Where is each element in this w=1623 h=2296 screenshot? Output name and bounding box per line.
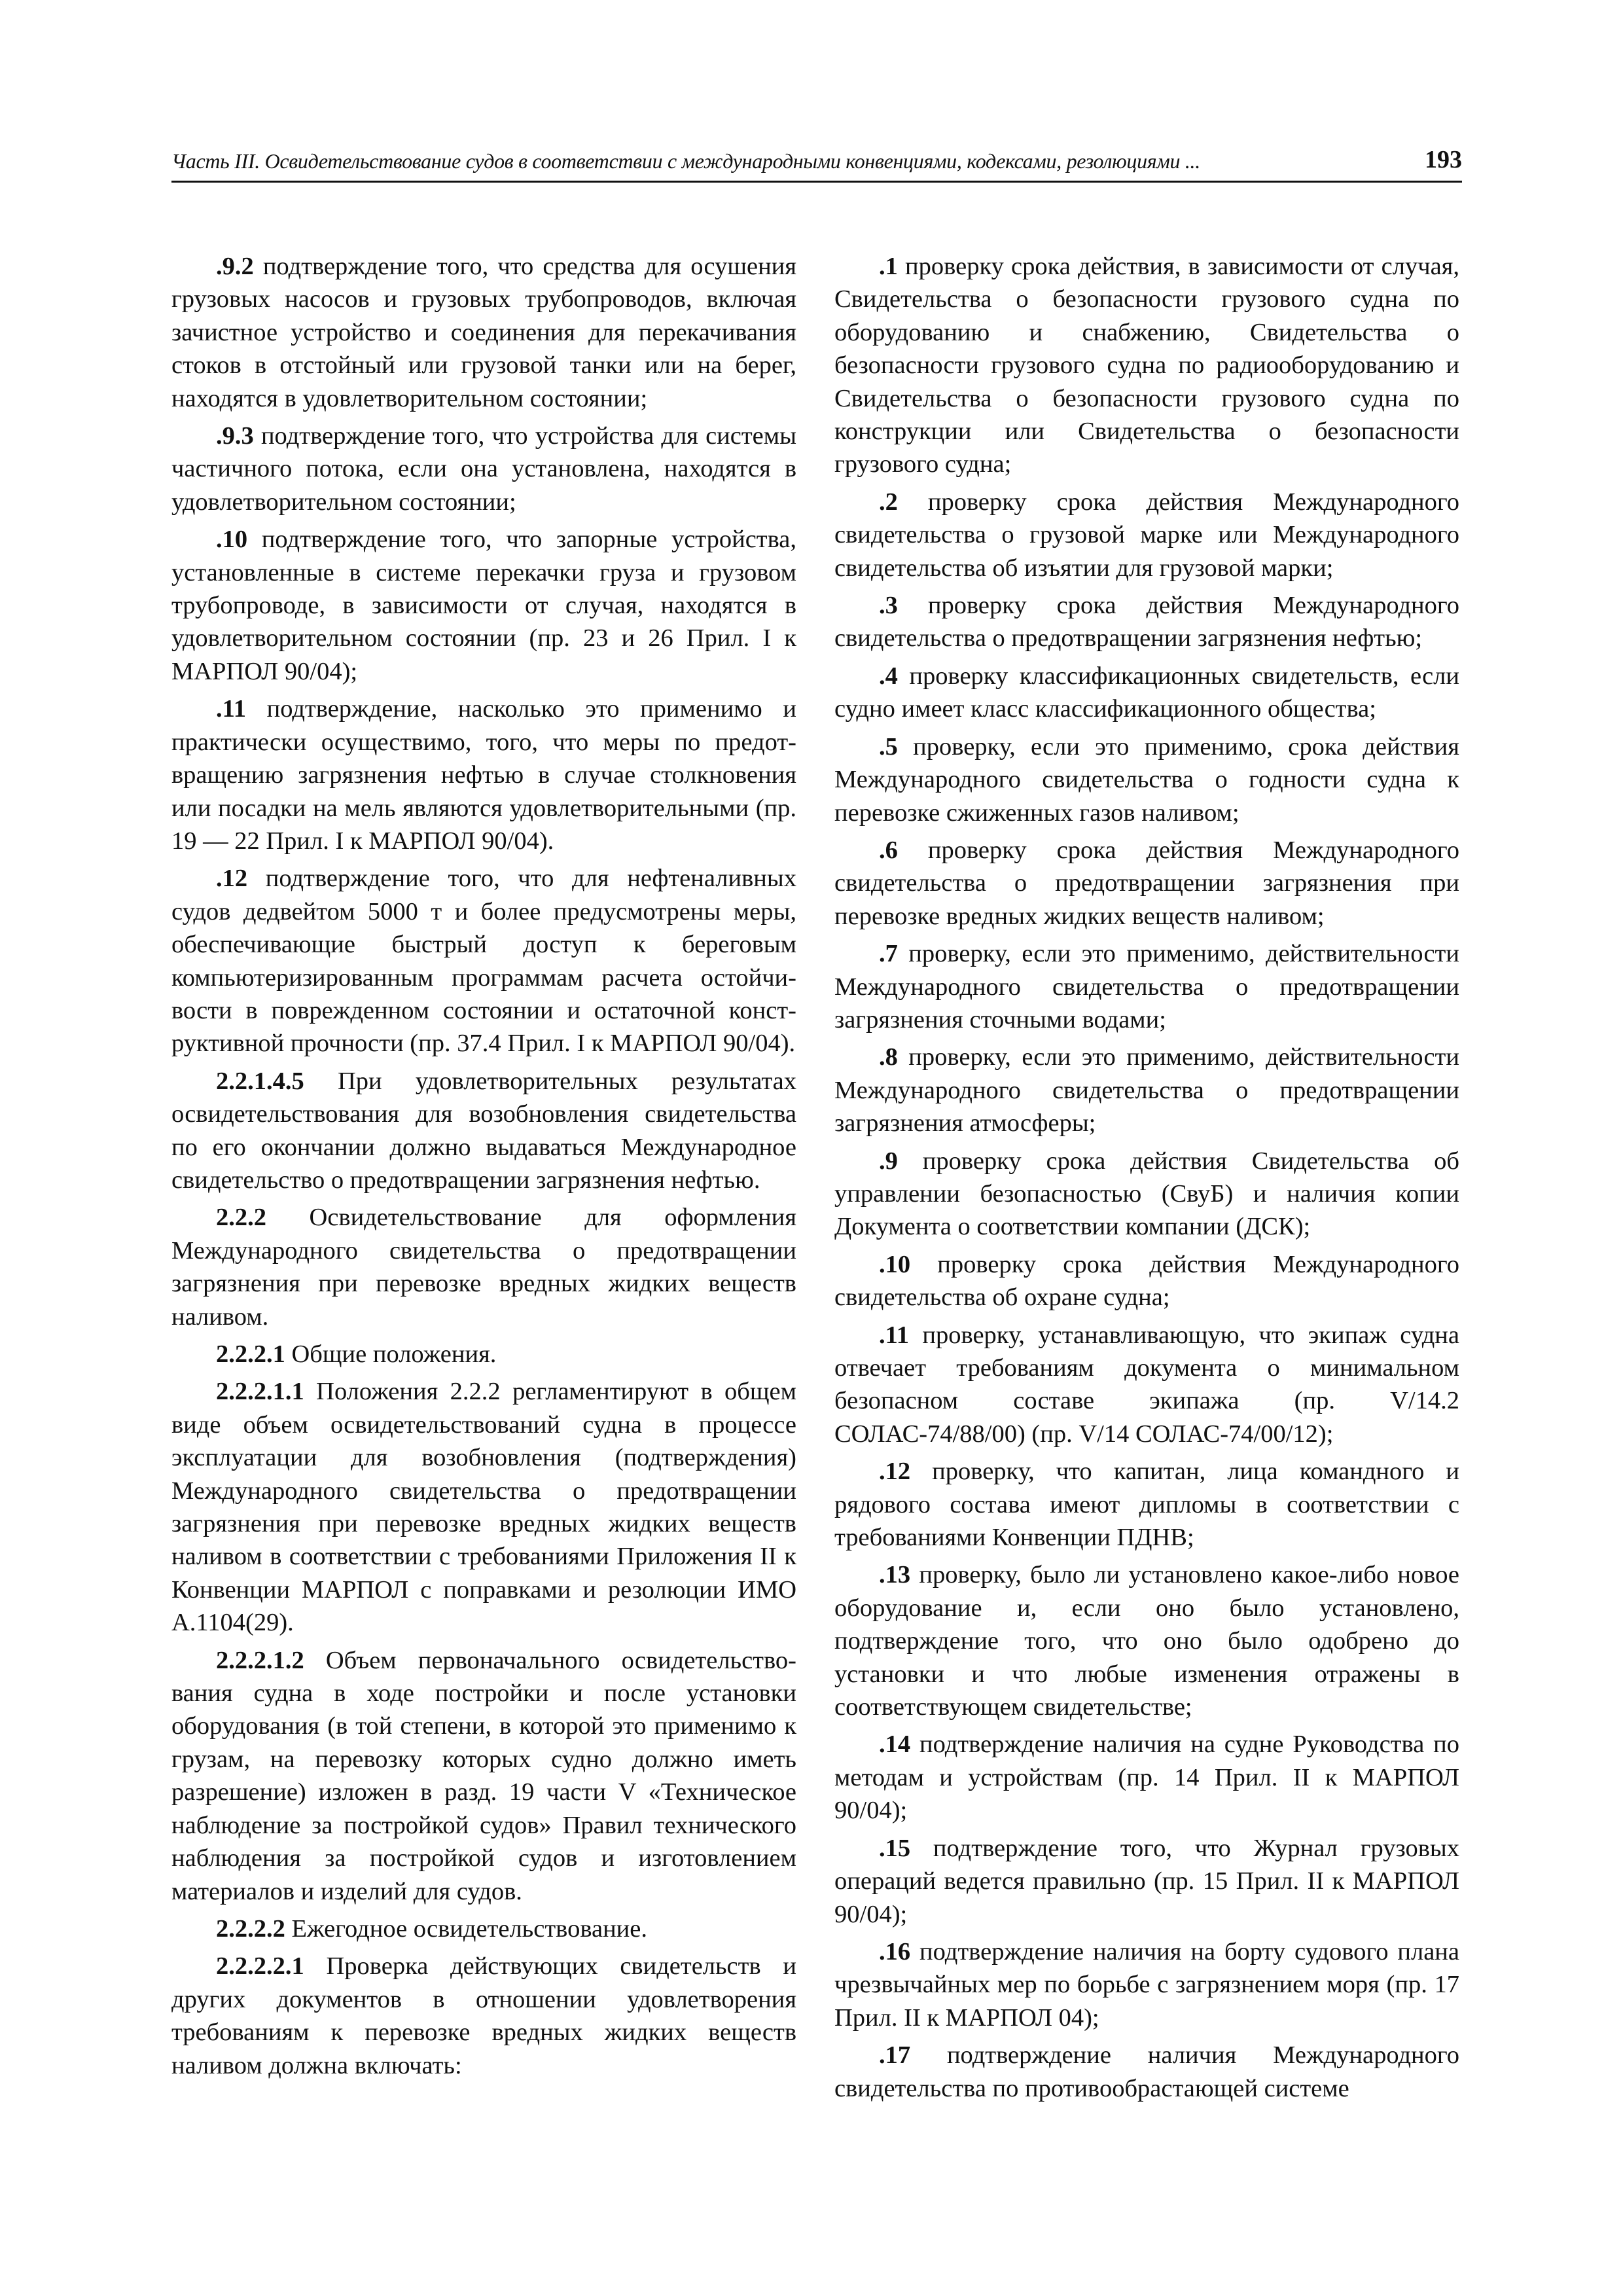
paragraph-number: 2.2.1.4.5: [216, 1067, 304, 1095]
item-number: .17: [879, 2041, 911, 2070]
paragraph: [171, 1338, 796, 1371]
paragraph-number: .11: [216, 695, 247, 723]
paragraph-text: Ежегодное освидетельствование.: [285, 1914, 647, 1943]
paragraph-number: .9.2: [216, 253, 254, 280]
list-item: [834, 937, 1459, 1036]
item-number: .4: [879, 662, 898, 690]
item-text: проверку срока действия Свидетельства об управлении безопасностью (СвуБ) и наличия копии Документа о соответствии компании (ДСК);: [834, 1147, 1459, 1241]
paragraph-text: Общие положения.: [285, 1340, 497, 1368]
item-number: .15: [879, 1834, 911, 1862]
item-text: подтверждение наличия на судне Руководства по методам и устройствам (пр. 14 Прил. II к МАРПОЛ 90/04);: [834, 1731, 1459, 1825]
list-item: [834, 834, 1459, 933]
paragraph-number: .9.3: [216, 422, 254, 450]
list-item: [834, 1041, 1459, 1139]
paragraph-text: При удовлетворительных результатах освидетельствования для возобновления свидетельства по его окончании должно выдаваться Международное свидетельство о предотвращении загрязнения нефтью.: [171, 1067, 796, 1194]
paragraph-number: 2.2.2.2: [216, 1914, 285, 1943]
running-header-title: Часть III. Освидетельствование судов в соответствии с международными конвенциями, кодексами, резолюциями ...: [171, 149, 1200, 173]
paragraph-text: Освидетельствование для оформления Международного свидетельства о предотвращении загрязнения при перевозке вредных жидких веществ наливом.: [171, 1204, 796, 1331]
list-item: [834, 1558, 1459, 1723]
page-header: [171, 144, 1462, 183]
item-text: подтверждение наличия на борту судового плана чрезвычайных мер по борьбе с загрязнением моря (пр. 17 Прил. II к МАРПОЛ 04);: [834, 1937, 1459, 2032]
item-number: .10: [879, 1250, 911, 1278]
list-item: [834, 660, 1459, 726]
item-text: проверку, если это применимо, действительности Международного свидетельства о предотвращении загрязнения сточными водами;: [834, 940, 1459, 1033]
item-number: .6: [879, 836, 898, 864]
list-item: [834, 1728, 1459, 1827]
item-number: .9: [879, 1147, 898, 1175]
paragraph-text: подтверждение, насколько это применимо и практически осуществимо, того, что меры по предотвращению загрязнения нефтью в случае столкновения или посадки на мель являются удовлетворительными (пр. 19 — 22 Прил. I к МАРПОЛ 90/04).: [171, 695, 796, 855]
paragraph: [171, 1644, 796, 1908]
paragraph-number: 2.2.2.2.1: [216, 1952, 304, 1981]
item-number: .16: [879, 1937, 911, 1965]
paragraph-text: Положения 2.2.2 регламентируют в общем виде объем освидетельствований судна в процессе эксплуатации для возобновления (подтверждения) Международного свидетельства о предотвращении загрязнения при перевозке вредных жидких веществ наливом в соответствии с требованиями Приложения II к Конвенции МАРПОЛ с поправками и резолюции ИМО А.1104(29).: [171, 1378, 796, 1637]
paragraph-number: 2.2.2.1: [216, 1340, 285, 1368]
item-text: проверку срока действия, в зависимости от случая, Свидетельства о безопасности грузового судна по оборудованию и снабжению, Свидетельства о безопасности грузового судна по радиооборудованию и Свидетельства о безопасности грузового судна по конструкции или Свидетельства о безопасности грузового судна;: [834, 253, 1459, 478]
list-item: [834, 1145, 1459, 1244]
item-text: проверку срока действия Международного свидетельства о предотвращении загрязнения нефтью;: [834, 592, 1459, 653]
right-column: [834, 250, 1459, 2109]
list-item: [834, 1319, 1459, 1451]
paragraph-number: 2.2.2: [216, 1204, 266, 1232]
item-text: подтверждение того, что Журнал грузовых операций ведется правильно (пр. 15 Прил. II к МАРПОЛ 90/04);: [834, 1834, 1459, 1928]
item-text: подтверждение наличия Международного свидетельства по противообрастающей системе: [834, 2041, 1459, 2102]
paragraph: [171, 862, 796, 1060]
item-number: .1: [879, 253, 898, 280]
item-text: проверку срока действия Международного свидетельства об охране судна;: [834, 1250, 1459, 1312]
paragraph: [171, 692, 796, 857]
header-rule: [171, 181, 1462, 183]
item-number: .5: [879, 732, 898, 761]
paragraph: [171, 1065, 796, 1197]
list-item: [834, 589, 1459, 655]
list-item: [834, 486, 1459, 584]
item-number: .7: [879, 940, 898, 968]
list-item: [834, 1455, 1459, 1554]
item-number: .13: [879, 1561, 911, 1589]
paragraph: [171, 250, 796, 415]
item-text: проверку, устанавливающую, что экипаж судна отвечает требованиям документа о минимальном безопасном составе экипажа (пр. V/14.2 СОЛАС-74/88/00) (пр. V/14 СОЛАС-74/00/12);: [834, 1321, 1459, 1448]
paragraph: [171, 1375, 796, 1639]
left-column: [171, 250, 796, 2087]
item-number: .12: [879, 1458, 911, 1486]
paragraph-text: подтверждение того, что для нефтеналивных судов дедвейтом 5000 т и более предусмотрены меры, обеспечивающие быстрый доступ к береговым компьютеризированным программам расчета остойчивости в поврежденном состоянии и остаточной конструктивной прочности (пр. 37.4 Прил. I к МАРПОЛ 90/04).: [171, 865, 796, 1058]
paragraph-number: .12: [216, 865, 248, 893]
paragraph-text: подтверждение того, что запорные устройства, установленные в системе перекачки груза и грузовом трубопроводе, в зависимости от случая, находятся в удовлетворительном состоянии (пр. 23 и 26 Прил. I к МАРПОЛ 90/04);: [171, 526, 796, 685]
list-item: [834, 1935, 1459, 2034]
paragraph: [171, 420, 796, 518]
item-text: проверку, что капитан, лица командного и рядового состава имеют дипломы в соответствии с требованиями Конвенции ПДНВ;: [834, 1458, 1459, 1552]
item-text: проверку классификационных свидетельств, если судно имеет класс классификационного общества;: [834, 662, 1459, 723]
paragraph: [171, 1912, 796, 1945]
item-number: .14: [879, 1731, 911, 1759]
list-item: [834, 1248, 1459, 1314]
paragraph: [171, 1201, 796, 1333]
paragraph: [171, 1950, 796, 2082]
list-item: [834, 250, 1459, 481]
item-text: проверку, если это применимо, действительности Международного свидетельства о предотвращении загрязнения атмосферы;: [834, 1043, 1459, 1138]
paragraph-number: 2.2.2.1.1: [216, 1378, 304, 1406]
item-text: проверку, если это применимо, срока действия Международного свидетельства о годности судна к перевозке сжиженных газов наливом;: [834, 732, 1459, 827]
paragraph: [171, 523, 796, 688]
list-item: [834, 1832, 1459, 1931]
paragraph-text: Проверка действующих свидетельств и других документов в отношении удовлетворения требованиям к перевозке вредных жидких веществ наливом должна включать:: [171, 1952, 796, 2079]
paragraph-text: подтверждение того, что устройства для системы частичного потока, если она установлена, находятся в удовлетворительном состоянии;: [171, 422, 796, 516]
paragraph-number: 2.2.2.1.2: [216, 1646, 304, 1674]
page-number: 193: [1425, 146, 1462, 173]
paragraph-number: .10: [216, 526, 248, 554]
item-number: .3: [879, 592, 898, 620]
item-number: .8: [879, 1043, 898, 1071]
item-text: проверку срока действия Международного свидетельства о предотвращении загрязнения при перевозке вредных жидких веществ наливом;: [834, 836, 1459, 930]
item-text: проверку срока действия Международного свидетельства о грузовой марке или Международного свидетельства об изъятии для грузовой марки;: [834, 488, 1459, 582]
list-item: [834, 2039, 1459, 2105]
item-number: .11: [879, 1321, 910, 1349]
item-text: проверку, было ли установлено какое-либо новое оборудование и, если оно было установлено, подтверждение того, что оно было одобрено до установки и что любые изменения отражены в соответствующем свидетельстве;: [834, 1561, 1459, 1721]
list-item: [834, 730, 1459, 829]
item-number: .2: [879, 488, 898, 516]
paragraph-text: Объем первоначального освидетельствования судна в ходе постройки и после установки оборудования (в той степени, в которой это применимо к грузам, на перевозку которых судно должно иметь разрешение) изложен в разд. 19 части V «Техническое наблюдение за постройкой судов» Правил технического наблюдения за постройкой судов и изготовлением материалов и изделий для судов.: [171, 1646, 796, 1905]
paragraph-text: подтверждение того, что средства для осушения грузовых насосов и грузовых трубопроводов, включая зачистное устройство и соединения для перекачивания стоков в отстойный или грузовой танки или на берег, находятся в удовлетворительном состоянии;: [171, 253, 796, 412]
